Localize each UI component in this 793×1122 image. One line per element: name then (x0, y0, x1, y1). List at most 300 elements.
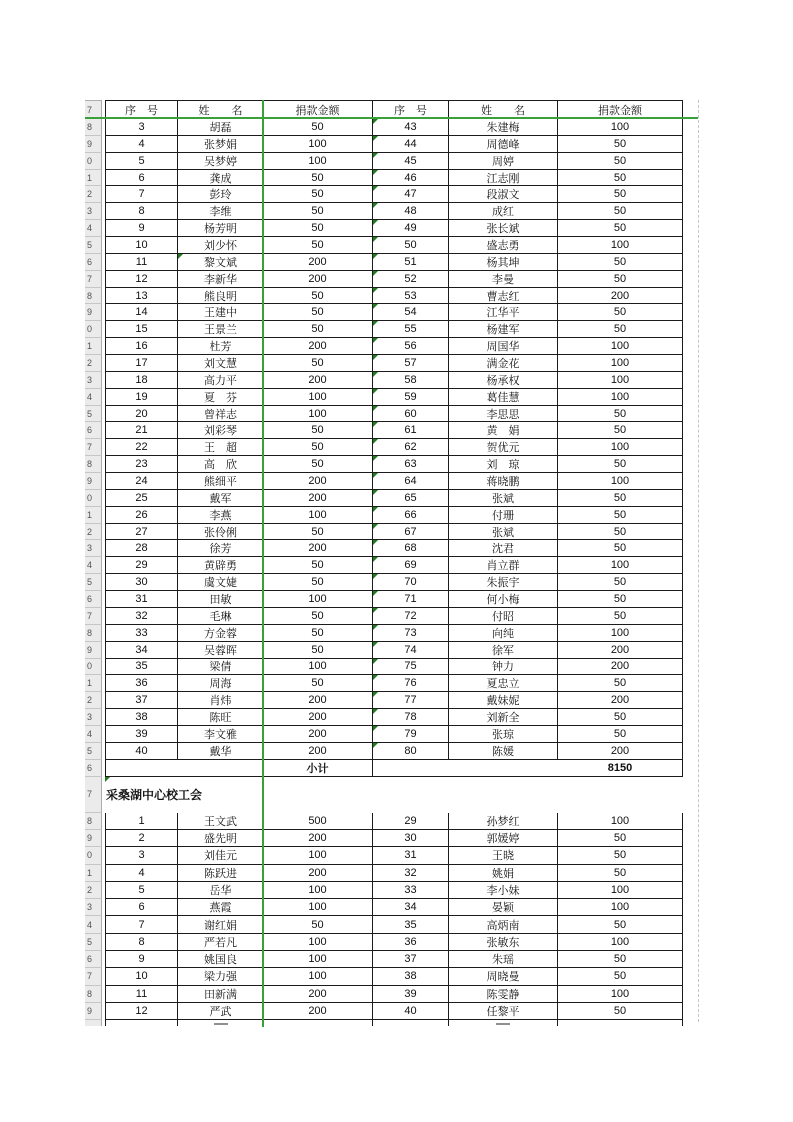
serial-cell-left[interactable]: 15 (105, 321, 178, 338)
amount-cell-left[interactable]: 50 (263, 916, 373, 933)
amount-cell-left[interactable]: 200 (263, 271, 373, 288)
name-cell-left[interactable]: 陈跃进 (178, 865, 263, 882)
serial-cell-right[interactable]: 57 (373, 355, 449, 372)
serial-cell-left[interactable]: 23 (105, 456, 178, 473)
amount-cell-left[interactable]: 100 (263, 153, 373, 170)
row-header[interactable]: 7 (85, 968, 102, 985)
serial-cell-right[interactable]: 39 (373, 986, 449, 1003)
name-cell-left[interactable]: 严武 (178, 1003, 263, 1020)
serial-cell-right[interactable]: 72 (373, 608, 449, 625)
name-cell-left[interactable]: 吴梦婷 (178, 153, 263, 170)
serial-cell-right[interactable]: 54 (373, 304, 449, 321)
serial-cell-right[interactable]: 34 (373, 899, 449, 916)
row-header[interactable]: 9 (85, 473, 102, 490)
serial-cell-right[interactable]: 29 (373, 813, 449, 830)
serial-cell-right[interactable]: 63 (373, 456, 449, 473)
serial-cell-left[interactable]: 9 (105, 220, 178, 237)
name-cell-right[interactable]: 杨其坤 (449, 254, 558, 271)
name-cell-right[interactable]: 徐军 (449, 642, 558, 659)
amount-cell-right[interactable]: 100 (558, 986, 683, 1003)
serial-cell-right[interactable]: 71 (373, 591, 449, 608)
name-cell-left[interactable]: 梁力强 (178, 968, 263, 985)
name-cell-right[interactable]: 葛佳慧 (449, 389, 558, 406)
amount-cell-left[interactable]: 500 (263, 813, 373, 830)
amount-cell-left[interactable]: 50 (263, 642, 373, 659)
name-cell-right[interactable]: 郭媛婷 (449, 830, 558, 847)
serial-cell-right[interactable]: 56 (373, 338, 449, 355)
serial-cell-right[interactable]: 70 (373, 574, 449, 591)
subtotal-empty-right[interactable] (373, 760, 558, 777)
amount-cell-left[interactable]: 50 (263, 574, 373, 591)
name-cell-left[interactable]: 田敏 (178, 591, 263, 608)
serial-cell-left[interactable]: 37 (105, 692, 178, 709)
row-header[interactable]: 8 (85, 813, 102, 830)
amount-cell-right[interactable]: 50 (558, 271, 683, 288)
name-cell-right[interactable]: 张琼 (449, 726, 558, 743)
amount-cell-left[interactable]: 50 (263, 625, 373, 642)
amount-cell-left[interactable]: 200 (263, 865, 373, 882)
row-header[interactable]: 6 (85, 254, 102, 271)
row-header[interactable]: 9 (85, 136, 102, 153)
amount-cell-right[interactable]: 100 (558, 355, 683, 372)
serial-cell-right[interactable]: 79 (373, 726, 449, 743)
name-cell-right[interactable]: 周晓曼 (449, 968, 558, 985)
name-cell-right[interactable]: 满金花 (449, 355, 558, 372)
amount-cell-right[interactable]: 50 (558, 591, 683, 608)
amount-cell-right[interactable]: 100 (558, 237, 683, 254)
amount-cell-right[interactable]: 200 (558, 288, 683, 305)
row-header[interactable]: 7 (85, 271, 102, 288)
amount-cell-right[interactable]: 50 (558, 709, 683, 726)
serial-cell-left[interactable]: 19 (105, 389, 178, 406)
serial-cell-right[interactable]: 75 (373, 659, 449, 676)
amount-cell-right[interactable]: 100 (558, 389, 683, 406)
amount-cell-left[interactable]: 50 (263, 203, 373, 220)
name-cell-left[interactable]: 严若凡 (178, 934, 263, 951)
amount-cell-left[interactable]: 50 (263, 288, 373, 305)
name-cell-right[interactable]: 盛志勇 (449, 237, 558, 254)
amount-cell-right[interactable]: 50 (558, 507, 683, 524)
row-header[interactable]: 8 (85, 119, 102, 136)
header-amount-right[interactable]: 捐款金额 (558, 100, 683, 119)
serial-cell-left[interactable]: 32 (105, 608, 178, 625)
name-cell-left[interactable]: 戴军 (178, 490, 263, 507)
amount-cell-left[interactable]: 50 (263, 422, 373, 439)
name-cell-right[interactable]: 孙梦红 (449, 813, 558, 830)
row-header[interactable]: 3 (85, 540, 102, 557)
name-cell-left[interactable]: 龚成 (178, 170, 263, 187)
row-header[interactable]: 1 (85, 675, 102, 692)
serial-cell-right[interactable]: 49 (373, 220, 449, 237)
name-cell-left[interactable]: 高力平 (178, 372, 263, 389)
serial-cell-left[interactable]: 22 (105, 439, 178, 456)
row-header[interactable]: 8 (85, 288, 102, 305)
name-cell-left[interactable]: 岳华 (178, 882, 263, 899)
amount-cell-right[interactable]: 50 (558, 830, 683, 847)
name-cell-right[interactable]: 付珊 (449, 507, 558, 524)
row-header[interactable]: 1 (85, 865, 102, 882)
amount-cell-right[interactable]: 50 (558, 406, 683, 423)
amount-cell-right[interactable]: 50 (558, 540, 683, 557)
serial-cell-right[interactable]: 67 (373, 524, 449, 541)
amount-cell-left[interactable]: 100 (263, 659, 373, 676)
row-header[interactable]: 7 (85, 608, 102, 625)
amount-cell-right[interactable]: 100 (558, 882, 683, 899)
amount-cell-right[interactable]: 50 (558, 916, 683, 933)
name-cell-left[interactable]: 黄辟勇 (178, 557, 263, 574)
amount-cell-right[interactable]: 50 (558, 170, 683, 187)
amount-cell-right[interactable]: 100 (558, 899, 683, 916)
subtotal-label[interactable]: 小计 (263, 760, 373, 777)
row-header[interactable]: 4 (85, 916, 102, 933)
row-header[interactable]: 9 (85, 642, 102, 659)
name-cell-right[interactable]: 晏颖 (449, 899, 558, 916)
serial-cell-left[interactable]: 7 (105, 186, 178, 203)
amount-cell-left[interactable]: 50 (263, 170, 373, 187)
row-header[interactable]: 5 (85, 934, 102, 951)
name-cell-left[interactable] (178, 1020, 263, 1026)
name-cell-right[interactable]: 夏忠立 (449, 675, 558, 692)
serial-cell-right[interactable]: 33 (373, 882, 449, 899)
serial-cell-left[interactable]: 3 (105, 119, 178, 136)
serial-cell-left[interactable]: 39 (105, 726, 178, 743)
serial-cell-right[interactable]: 55 (373, 321, 449, 338)
name-cell-left[interactable]: 燕霞 (178, 899, 263, 916)
amount-cell-left[interactable]: 100 (263, 899, 373, 916)
name-cell-left[interactable]: 熊良明 (178, 288, 263, 305)
serial-cell-right[interactable]: 77 (373, 692, 449, 709)
row-header[interactable]: 2 (85, 186, 102, 203)
name-cell-left[interactable]: 王建中 (178, 304, 263, 321)
serial-cell-left[interactable]: 4 (105, 865, 178, 882)
header-name-right[interactable]: 姓 名 (449, 100, 558, 119)
header-serial-left[interactable]: 序 号 (105, 100, 178, 119)
name-cell-right[interactable]: 朱振宇 (449, 574, 558, 591)
name-cell-right[interactable]: 戴妹妮 (449, 692, 558, 709)
serial-cell-right[interactable]: 59 (373, 389, 449, 406)
amount-cell-left[interactable]: 200 (263, 692, 373, 709)
amount-cell-right[interactable]: 100 (558, 625, 683, 642)
serial-cell-right[interactable]: 36 (373, 934, 449, 951)
row-header[interactable]: 8 (85, 456, 102, 473)
name-cell-right[interactable]: 周婷 (449, 153, 558, 170)
name-cell-right[interactable]: 朱瑶 (449, 951, 558, 968)
amount-cell-right[interactable]: 50 (558, 865, 683, 882)
row-header[interactable]: 9 (85, 304, 102, 321)
serial-cell-left[interactable]: 36 (105, 675, 178, 692)
row-header[interactable]: 6 (85, 422, 102, 439)
name-cell-right[interactable]: 李思思 (449, 406, 558, 423)
serial-cell-right[interactable]: 65 (373, 490, 449, 507)
name-cell-left[interactable]: 方金蓉 (178, 625, 263, 642)
serial-cell-left[interactable]: 34 (105, 642, 178, 659)
name-cell-right[interactable]: 付昭 (449, 608, 558, 625)
amount-cell-right[interactable]: 100 (558, 473, 683, 490)
amount-cell-right[interactable]: 200 (558, 659, 683, 676)
amount-cell-left[interactable]: 100 (263, 389, 373, 406)
amount-cell-left[interactable]: 200 (263, 743, 373, 760)
serial-cell-left[interactable]: 12 (105, 271, 178, 288)
name-cell-left[interactable]: 胡磊 (178, 119, 263, 136)
row-header[interactable]: 1 (85, 507, 102, 524)
amount-cell-right[interactable]: 100 (558, 557, 683, 574)
amount-cell-right[interactable]: 200 (558, 743, 683, 760)
amount-cell-left[interactable]: 50 (263, 186, 373, 203)
row-header[interactable]: 5 (85, 406, 102, 423)
serial-cell-left[interactable]: 33 (105, 625, 178, 642)
amount-cell-left[interactable]: 200 (263, 338, 373, 355)
name-cell-right[interactable]: 段淑文 (449, 186, 558, 203)
name-cell-right[interactable]: 高炳南 (449, 916, 558, 933)
row-header[interactable]: 0 (85, 321, 102, 338)
serial-cell-right[interactable]: 68 (373, 540, 449, 557)
name-cell-right[interactable]: 张斌 (449, 524, 558, 541)
name-cell-left[interactable]: 刘彩琴 (178, 422, 263, 439)
row-header[interactable]: 3 (85, 203, 102, 220)
amount-cell-left[interactable]: 50 (263, 237, 373, 254)
serial-cell-left[interactable]: 10 (105, 237, 178, 254)
amount-cell-left[interactable]: 50 (263, 557, 373, 574)
serial-cell-right[interactable]: 62 (373, 439, 449, 456)
name-cell-right[interactable]: 张斌 (449, 490, 558, 507)
name-cell-right[interactable]: 任黎平 (449, 1003, 558, 1020)
amount-cell-right[interactable]: 50 (558, 951, 683, 968)
amount-cell-left[interactable] (263, 1020, 373, 1026)
amount-cell-right[interactable]: 200 (558, 692, 683, 709)
name-cell-left[interactable]: 李文雅 (178, 726, 263, 743)
name-cell-right[interactable]: 陈雯静 (449, 986, 558, 1003)
amount-cell-right[interactable]: 50 (558, 574, 683, 591)
name-cell-left[interactable]: 彭玲 (178, 186, 263, 203)
amount-cell-left[interactable]: 100 (263, 882, 373, 899)
serial-cell-right[interactable]: 64 (373, 473, 449, 490)
serial-cell-left[interactable]: 2 (105, 830, 178, 847)
amount-cell-left[interactable]: 100 (263, 406, 373, 423)
name-cell-left[interactable]: 刘少怀 (178, 237, 263, 254)
name-cell-left[interactable]: 陈旺 (178, 709, 263, 726)
row-header[interactable]: 1 (85, 338, 102, 355)
serial-cell-right[interactable]: 47 (373, 186, 449, 203)
serial-cell-right[interactable]: 46 (373, 170, 449, 187)
amount-cell-right[interactable]: 50 (558, 153, 683, 170)
serial-cell-left[interactable]: 7 (105, 916, 178, 933)
row-header[interactable]: 5 (85, 237, 102, 254)
name-cell-left[interactable]: 黎文斌 (178, 254, 263, 271)
amount-cell-right[interactable] (558, 1020, 683, 1026)
serial-cell-right[interactable]: 76 (373, 675, 449, 692)
amount-cell-left[interactable]: 200 (263, 986, 373, 1003)
row-header[interactable]: 2 (85, 355, 102, 372)
name-cell-right[interactable]: 陈媛 (449, 743, 558, 760)
row-header[interactable]: 7 (85, 777, 102, 813)
name-cell-left[interactable]: 王景兰 (178, 321, 263, 338)
subtotal-empty-left[interactable] (105, 760, 263, 777)
amount-cell-left[interactable]: 100 (263, 591, 373, 608)
subtotal-value[interactable]: 8150 (558, 760, 683, 777)
name-cell-right[interactable]: 刘新全 (449, 709, 558, 726)
row-header[interactable]: 4 (85, 389, 102, 406)
serial-cell-left[interactable]: 26 (105, 507, 178, 524)
row-header[interactable]: 8 (85, 625, 102, 642)
serial-cell-right[interactable]: 52 (373, 271, 449, 288)
row-header[interactable]: 2 (85, 692, 102, 709)
serial-cell-left[interactable]: 30 (105, 574, 178, 591)
serial-cell-left[interactable]: 35 (105, 659, 178, 676)
amount-cell-right[interactable]: 100 (558, 372, 683, 389)
name-cell-left[interactable]: 李维 (178, 203, 263, 220)
amount-cell-left[interactable]: 100 (263, 136, 373, 153)
amount-cell-left[interactable]: 50 (263, 355, 373, 372)
amount-cell-left[interactable]: 50 (263, 608, 373, 625)
name-cell-right[interactable]: 蒋晓鹏 (449, 473, 558, 490)
serial-cell-left[interactable]: 20 (105, 406, 178, 423)
serial-cell-right[interactable]: 30 (373, 830, 449, 847)
serial-cell-right[interactable]: 66 (373, 507, 449, 524)
serial-cell-left[interactable] (105, 1020, 178, 1026)
header-amount-left[interactable]: 捐款金额 (263, 100, 373, 119)
amount-cell-right[interactable]: 200 (558, 642, 683, 659)
serial-cell-right[interactable]: 60 (373, 406, 449, 423)
name-cell-left[interactable]: 杜芳 (178, 338, 263, 355)
amount-cell-left[interactable]: 100 (263, 968, 373, 985)
amount-cell-right[interactable]: 100 (558, 813, 683, 830)
name-cell-left[interactable]: 曾祥志 (178, 406, 263, 423)
row-header[interactable]: 4 (85, 726, 102, 743)
serial-cell-right[interactable]: 73 (373, 625, 449, 642)
name-cell-left[interactable]: 肖炜 (178, 692, 263, 709)
amount-cell-left[interactable]: 100 (263, 934, 373, 951)
name-cell-left[interactable]: 王文武 (178, 813, 263, 830)
amount-cell-left[interactable]: 200 (263, 473, 373, 490)
amount-cell-right[interactable]: 50 (558, 321, 683, 338)
name-cell-left[interactable]: 虞文婕 (178, 574, 263, 591)
amount-cell-left[interactable]: 50 (263, 321, 373, 338)
serial-cell-left[interactable]: 1 (105, 813, 178, 830)
row-header[interactable]: 2 (85, 882, 102, 899)
row-header[interactable]: 8 (85, 986, 102, 1003)
serial-cell-left[interactable]: 5 (105, 882, 178, 899)
name-cell-left[interactable]: 毛琳 (178, 608, 263, 625)
serial-cell-left[interactable]: 8 (105, 203, 178, 220)
amount-cell-right[interactable]: 50 (558, 490, 683, 507)
name-cell-right[interactable]: 朱建梅 (449, 119, 558, 136)
name-cell-right[interactable]: 姚娟 (449, 865, 558, 882)
serial-cell-right[interactable]: 80 (373, 743, 449, 760)
row-header[interactable]: 0 (85, 847, 102, 864)
amount-cell-left[interactable]: 50 (263, 675, 373, 692)
amount-cell-left[interactable]: 50 (263, 304, 373, 321)
header-serial-right[interactable]: 序 号 (373, 100, 449, 119)
name-cell-right[interactable]: 李小妹 (449, 882, 558, 899)
name-cell-left[interactable]: 王 超 (178, 439, 263, 456)
serial-cell-right[interactable]: 44 (373, 136, 449, 153)
row-header[interactable]: 9 (85, 830, 102, 847)
serial-cell-left[interactable]: 16 (105, 338, 178, 355)
name-cell-left[interactable]: 张伶俐 (178, 524, 263, 541)
row-header[interactable]: 7 (85, 439, 102, 456)
row-header[interactable]: 3 (85, 899, 102, 916)
amount-cell-right[interactable]: 50 (558, 254, 683, 271)
row-header[interactable]: 5 (85, 574, 102, 591)
amount-cell-right[interactable]: 50 (558, 675, 683, 692)
amount-cell-left[interactable]: 200 (263, 540, 373, 557)
amount-cell-left[interactable]: 200 (263, 1003, 373, 1020)
name-cell-right[interactable]: 钟力 (449, 659, 558, 676)
amount-cell-right[interactable]: 50 (558, 524, 683, 541)
row-header[interactable] (85, 1020, 102, 1026)
serial-cell-left[interactable]: 38 (105, 709, 178, 726)
name-cell-right[interactable]: 贺优元 (449, 439, 558, 456)
serial-cell-left[interactable]: 8 (105, 934, 178, 951)
amount-cell-right[interactable]: 50 (558, 608, 683, 625)
row-header[interactable]: 6 (85, 591, 102, 608)
serial-cell-left[interactable]: 27 (105, 524, 178, 541)
amount-cell-right[interactable]: 50 (558, 456, 683, 473)
serial-cell-right[interactable]: 31 (373, 847, 449, 864)
amount-cell-left[interactable]: 100 (263, 951, 373, 968)
amount-cell-left[interactable]: 50 (263, 439, 373, 456)
name-cell-left[interactable]: 刘佳元 (178, 847, 263, 864)
row-header[interactable]: 2 (85, 524, 102, 541)
serial-cell-left[interactable]: 10 (105, 968, 178, 985)
serial-cell-left[interactable]: 24 (105, 473, 178, 490)
row-header[interactable]: 0 (85, 659, 102, 676)
amount-cell-left[interactable]: 50 (263, 524, 373, 541)
row-header[interactable]: 0 (85, 490, 102, 507)
serial-cell-left[interactable]: 9 (105, 951, 178, 968)
serial-cell-right[interactable]: 74 (373, 642, 449, 659)
name-cell-left[interactable]: 刘文慧 (178, 355, 263, 372)
amount-cell-left[interactable]: 200 (263, 254, 373, 271)
name-cell-left[interactable]: 张梦娟 (178, 136, 263, 153)
serial-cell-left[interactable]: 4 (105, 136, 178, 153)
amount-cell-left[interactable]: 100 (263, 847, 373, 864)
amount-cell-right[interactable]: 100 (558, 934, 683, 951)
serial-cell-right[interactable]: 45 (373, 153, 449, 170)
amount-cell-right[interactable]: 50 (558, 136, 683, 153)
name-cell-right[interactable]: 沈君 (449, 540, 558, 557)
serial-cell-left[interactable]: 11 (105, 986, 178, 1003)
name-cell-right[interactable]: 肖立群 (449, 557, 558, 574)
amount-cell-right[interactable]: 50 (558, 304, 683, 321)
row-header[interactable]: 9 (85, 1003, 102, 1020)
amount-cell-right[interactable]: 100 (558, 439, 683, 456)
serial-cell-left[interactable]: 18 (105, 372, 178, 389)
serial-cell-left[interactable]: 17 (105, 355, 178, 372)
serial-cell-left[interactable]: 31 (105, 591, 178, 608)
serial-cell-left[interactable]: 21 (105, 422, 178, 439)
name-cell-left[interactable]: 李新华 (178, 271, 263, 288)
serial-cell-left[interactable]: 25 (105, 490, 178, 507)
serial-cell-right[interactable]: 38 (373, 968, 449, 985)
name-cell-right[interactable]: 周国华 (449, 338, 558, 355)
name-cell-left[interactable]: 徐芳 (178, 540, 263, 557)
name-cell-left[interactable]: 戴华 (178, 743, 263, 760)
amount-cell-right[interactable]: 50 (558, 847, 683, 864)
name-cell-right[interactable] (449, 1020, 558, 1026)
section-title[interactable] (105, 777, 683, 813)
amount-cell-right[interactable]: 50 (558, 968, 683, 985)
name-cell-right[interactable]: 王晓 (449, 847, 558, 864)
serial-cell-left[interactable]: 13 (105, 288, 178, 305)
serial-cell-left[interactable]: 14 (105, 304, 178, 321)
amount-cell-left[interactable]: 50 (263, 119, 373, 136)
name-cell-left[interactable]: 盛先明 (178, 830, 263, 847)
serial-cell-right[interactable]: 61 (373, 422, 449, 439)
amount-cell-left[interactable]: 50 (263, 220, 373, 237)
amount-cell-left[interactable]: 200 (263, 830, 373, 847)
serial-cell-right[interactable]: 37 (373, 951, 449, 968)
